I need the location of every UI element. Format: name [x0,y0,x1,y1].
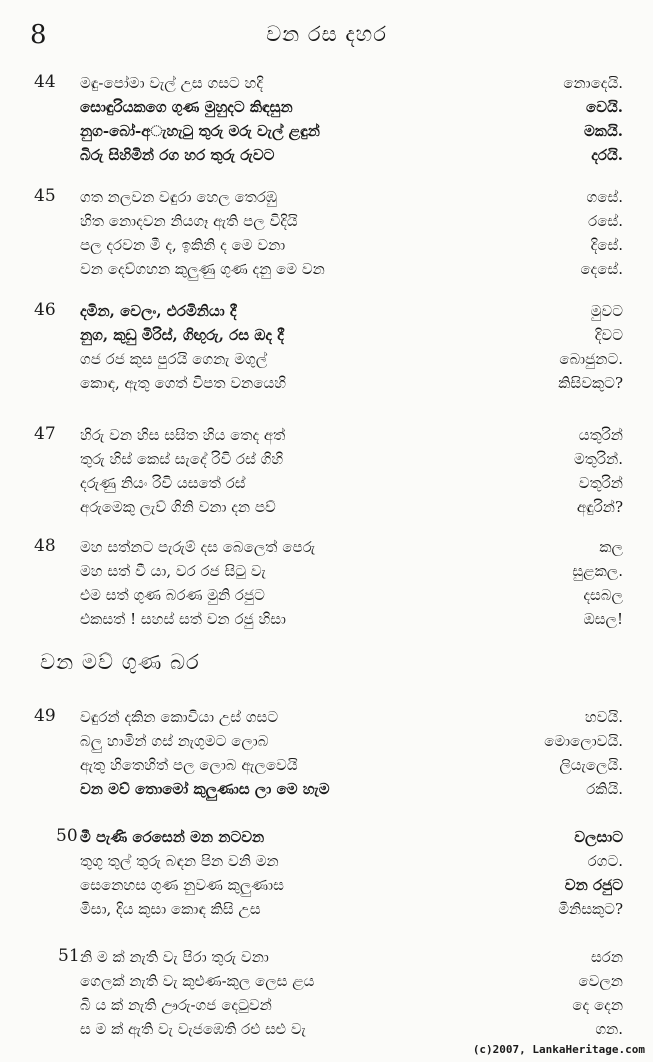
verse-line: මිසා, දිය කුසා කොඳ කිසි උස [80,900,261,918]
line-end-word: මතුරින්. [574,450,623,468]
line-end-word: වතුරින් [578,474,623,492]
verse-line: සොඳුරියකගෙ ගුණ මුහුදට කිඳසුන [80,98,293,116]
verse-line: තුගු තුල් තුරු බඳන පින වනි මන [80,852,279,870]
verse-line: වන දෙව්ගහන කුලුණු ගුණ දනු මෙ වන [80,260,325,278]
line-end-word: සුළකල. [572,562,623,580]
line-end-word: මොලොවයි. [544,732,623,750]
verse-line: මී පැණි රෙසෙන් මන නටවන [80,828,265,846]
line-end-word: ගන. [595,1020,623,1038]
line-end-word: මුවට [590,302,623,320]
line-end-word: දෙ දෙන [572,996,623,1014]
verse-number: 49 [34,706,56,726]
verse-line: මහ සත් වී යා, වර රජ සිටු වැ [80,562,266,580]
line-end-word: බොජුනට. [559,350,623,368]
verse-line: වන මව් තොමෝ කුලුණාස ලා මෙ හැම [80,780,330,798]
verse-line: කොඳ, ඇතු ගෙත් විපත වනයෙහි [80,374,287,392]
verse-line: එම සත් ගුණ බරණ මුනි රජුට [80,586,265,604]
line-end-word: සරන [590,948,623,966]
line-end-word: රගට. [587,852,623,870]
verse-line: ගත නලවන වඳුරා හෙල තෙරඹු [80,188,278,206]
verse-line: නි ම ක් නැති වැ පිරා තුරු වනා [80,948,269,966]
verse-line: තුරු හිස් කෙස් සැදේ රිවි රස් ගිහි [80,450,284,468]
verse-line: බි ය ක් නැති ඌරු-ගජ දෙටුවන් [80,996,272,1014]
verse-number: 48 [34,536,56,556]
line-end-word: කල [599,538,623,556]
verse-line: හිත නොදවන නියගෑ ඇති පල විදියි [80,212,298,230]
running-header: වන රස දහර [266,22,387,46]
line-end-word: ඔසල! [583,610,623,628]
verse-line: මහ සත්නට පැරුම් දස බෙලෙත් පෙරු [80,538,316,556]
line-end-word: අඳුරින්? [576,498,623,516]
line-end-word: රසේ. [588,212,623,230]
verse-line: ගෙලක් නැති වැ කුළුණ-කුල ලෙස ළය [80,972,315,990]
line-end-word: හවයි. [584,708,623,726]
verse-number: 45 [34,186,56,206]
verse-line: පල දරවන මී ද, ඉකිනි ද මෙ වනා [80,236,286,254]
line-end-word: වෙයි. [585,98,623,116]
line-end-word: දරයි. [591,146,623,164]
line-end-word: වලසාට [574,828,623,846]
line-end-word: යතුරින් [578,426,623,444]
line-end-word: රකියි. [586,780,623,798]
verse-line: සෙනෙහස ගුණ නුවණ කුලුණාස [80,876,284,894]
verse-number: 47 [34,424,56,444]
verse-line: නුග, කුඩු මිරිස්, ගිඟුරු, රස ඔද දී [80,326,284,344]
verse-number: 50 [56,826,78,846]
verse-line: ස ම ක් ඇති වැ වැජඹෙති රළු සළු වැ [80,1020,306,1038]
copyright-notice: (c)2007, LankaHeritage.com [472,1043,645,1056]
page-number: 8 [30,20,47,50]
verse-line: එකසත් ! සහස් සත් වන රජු හිසා [80,610,286,628]
section-heading: වන මව් ගුණ බර [40,650,200,674]
verse-number: 51 [58,946,80,966]
line-end-word: කිසිවකුට? [558,374,623,392]
verse-line: බලු හාමින් ගස් නැගුමට ලොබ [80,732,269,750]
verse-line: දරුණු නියං රිවි යසතේ රස් [80,474,246,492]
line-end-word: වන රජුට [564,876,623,894]
verse-line: අරුමෙකු ලැව් ගිනි වනා දන පව් [80,498,276,516]
verse-line: ගජ රජ කුස පුරයි ගෙනැ මගුල් [80,350,268,368]
verse-number: 46 [34,300,56,320]
line-end-word: දසබල [583,586,623,604]
line-end-word: දිසේ. [590,236,623,254]
line-end-word: නොදෙයි. [563,74,623,92]
verse-number: 44 [34,72,56,92]
line-end-word: ලියැලෙයි. [559,756,623,774]
line-end-word: මිනිසකුට? [558,900,623,918]
verse-line: නුග-බෝ-අැහැටු තුරු මරු වැල් ළඳුන් [80,122,320,140]
line-end-word: දිවට [594,326,623,344]
verse-line: දමින, වෙලං, එරමිනියා දී [80,302,237,320]
line-end-word: ගසේ. [586,188,623,206]
verse-line: මඳු-පෝමා වැල් උස ගසට හදි [80,74,264,92]
verse-line: ඇතු හිතෙහිත් පල ලොබ ඇලවෙයි [80,756,298,774]
verse-line: වඳුරන් දකින කොවියා උස් ගසට [80,708,279,726]
line-end-word: මකයි. [584,122,623,140]
line-end-word: වෙලන [578,972,623,990]
verse-line: බිරු සිහිමින් රග හර තුරු රුවට [80,146,275,164]
verse-line: හිරු වන හිස සසිත හිය තෙද අත් [80,426,286,444]
line-end-word: දෙසේ. [580,260,623,278]
